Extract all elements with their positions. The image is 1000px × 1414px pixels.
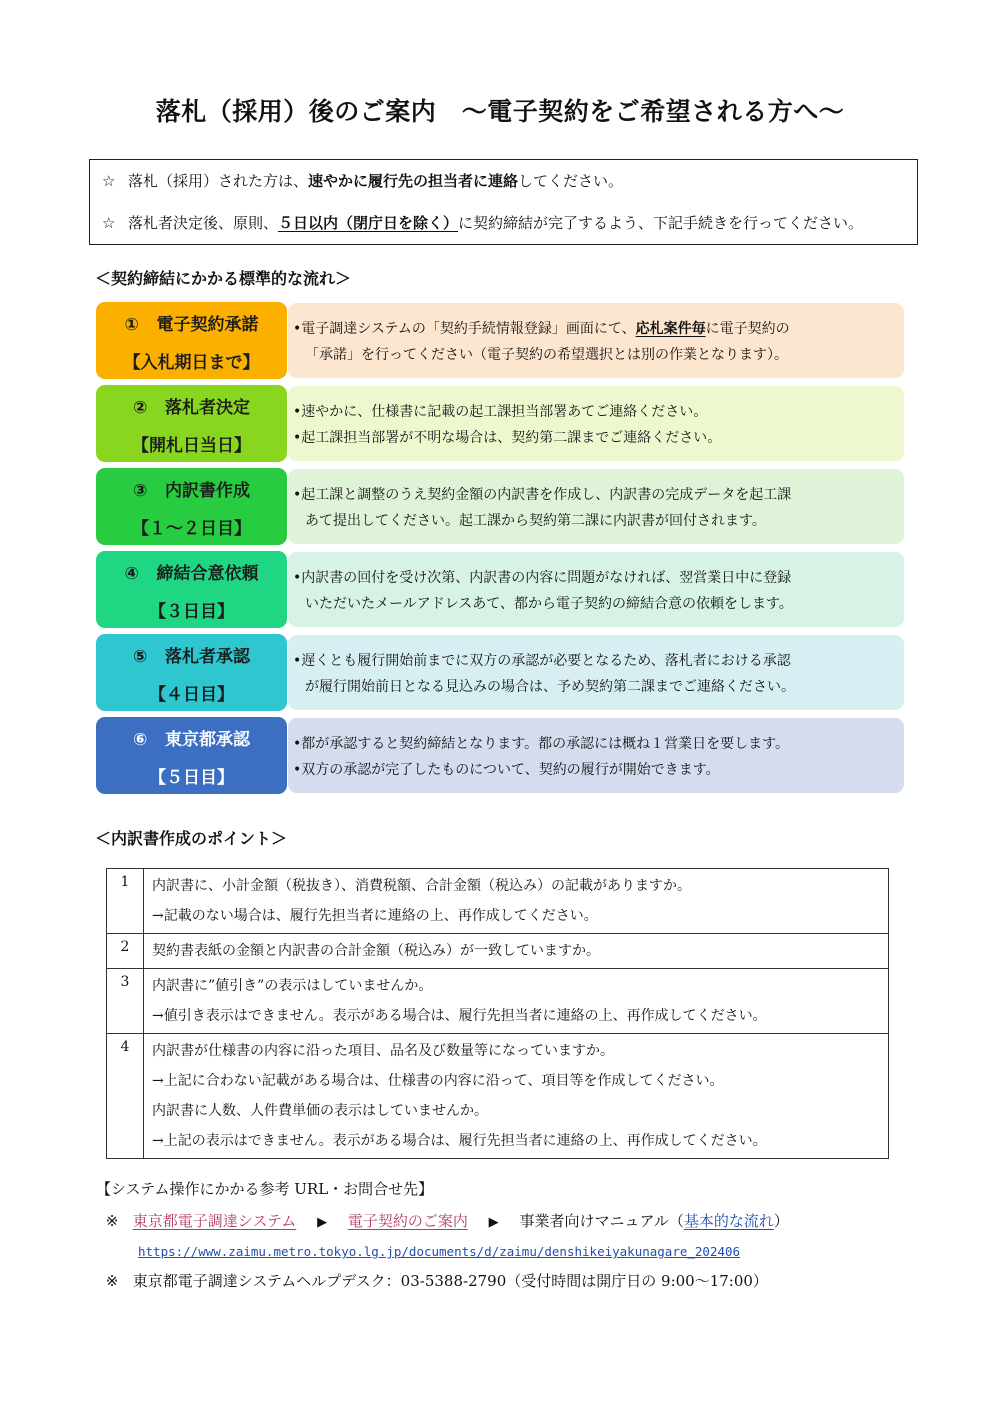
step-date: 【４日目】	[149, 685, 234, 705]
emphasis: 応札案件毎	[635, 321, 706, 337]
step-label	[96, 302, 287, 379]
step-name: ④ 締結合意依頼	[124, 564, 259, 584]
step-number: ④	[124, 564, 139, 584]
note-mark: ※	[105, 1272, 119, 1290]
step-name: ② 落札者決定	[133, 398, 250, 418]
step-description-line: •遅くとも履行開始前までに双方の承認が必要となるため、落札者における承認	[293, 653, 791, 669]
row-number: 1	[107, 869, 144, 934]
star-icon: ☆	[102, 214, 116, 232]
notice-box	[89, 159, 918, 245]
step-description-line: •双方の承認が完了したものについて、契約の履行が開始できます。	[293, 762, 720, 778]
flow-step	[96, 634, 904, 711]
step-description-line: いただいたメールアドレスあて、都から電子契約の締結合意の依頼をします。	[305, 596, 793, 612]
points-table	[106, 868, 889, 1159]
manual-url[interactable]: https://www.zaimu.metro.tokyo.lg.jp/documents/d/zaimu/denshikeiyakunagare_202406	[138, 1244, 741, 1259]
step-number: ⑥	[133, 730, 148, 750]
row-content	[144, 969, 889, 1034]
step-number: ③	[133, 481, 148, 501]
step-description	[288, 635, 904, 710]
step-name: ⑤ 落札者承認	[133, 647, 250, 667]
step-description-line: •内訳書の回付を受け次第、内訳書の内容に問題がなければ、翌営業日中に登録	[293, 570, 792, 586]
row-content	[144, 869, 889, 934]
row-line: 内訳書に人数、人件費単価の表示はしていませんか。	[152, 1103, 488, 1119]
step-description	[288, 386, 904, 461]
row-line: 内訳書が仕様書の内容に沿った項目、品名及び数量等になっていますか。	[152, 1043, 614, 1059]
row-content	[144, 1034, 889, 1159]
step-label	[96, 385, 287, 462]
helpdesk-line: ※ 東京都電子調達システムヘルプデスク：03-5388-2790（受付時間は開庁日の 9:00～17:00）	[96, 1270, 768, 1291]
step-label	[96, 717, 287, 794]
table-row	[107, 934, 889, 969]
footer-heading: 【システム操作にかかる参考 URL・お問合せ先】	[96, 1180, 434, 1198]
e-contract-guide-link[interactable]: 電子契約のご案内	[347, 1212, 468, 1230]
notice-line-2: ☆ 落札者決定後、原則、５日以内（閉庁日を除く）に契約締結が完了するよう、下記手続きを行ってください。	[102, 214, 864, 232]
step-date: 【５日目】	[149, 768, 234, 788]
flow-step	[96, 551, 904, 628]
e-procurement-link[interactable]: 東京都電子調達システム	[132, 1212, 297, 1230]
row-number: 2	[107, 934, 144, 969]
table-row	[107, 1034, 889, 1159]
step-name: ③ 内訳書作成	[133, 481, 250, 501]
row-line: →記載のない場合は、履行先担当者に連絡の上、再作成してください。	[152, 908, 598, 924]
row-number: 4	[107, 1034, 144, 1159]
flow-step	[96, 717, 904, 794]
step-date: 【入札期日まで】	[123, 353, 260, 373]
step-description	[288, 718, 904, 793]
step-date: 【開札日当日】	[132, 436, 251, 456]
points-heading: ＜内訳書作成のポイント＞	[95, 829, 288, 848]
step-description-line: あて提出してください。起工課から契約第二課に内訳書が回付されます。	[305, 513, 766, 529]
step-description	[288, 469, 904, 544]
step-description	[288, 552, 904, 627]
step-label	[96, 551, 287, 628]
step-description	[288, 303, 904, 378]
row-line: 内訳書に”値引き”の表示はしていませんか。	[152, 978, 433, 994]
table-row	[107, 969, 889, 1034]
row-line: →値引き表示はできません。表示がある場合は、履行先担当者に連絡の上、再作成してください。	[152, 1008, 767, 1024]
row-line: 契約書表紙の金額と内訳書の合計金額（税込み）が一致していますか。	[152, 943, 600, 959]
step-date: 【３日目】	[149, 602, 234, 622]
step-description-line: が履行開始前日となる見込みの場合は、予め契約第二課までご連絡ください。	[305, 679, 795, 695]
step-date: 【１～２日目】	[132, 519, 251, 539]
flow-step	[96, 302, 904, 379]
step-label	[96, 634, 287, 711]
step-description-line: •電子調達システムの「契約手続情報登録」画面にて、応札案件毎に電子契約の	[293, 321, 790, 337]
step-number: ②	[133, 398, 148, 418]
star-icon: ☆	[102, 172, 116, 190]
notice-line-1: ☆ 落札（採用）された方は、速やかに履行先の担当者に連絡してください。	[102, 172, 624, 190]
step-description-line: •起工課担当部署が不明な場合は、契約第二課までご連絡ください。	[293, 430, 722, 446]
page-title: 落札（採用）後のご案内 ～電子契約をご希望される方へ～	[155, 97, 845, 126]
step-number: ⑤	[133, 647, 148, 667]
row-line: 内訳書に、小計金額（税抜き）、消費税額、合計金額（税込み）の記載がありますか。	[152, 878, 691, 894]
row-line: →上記の表示はできません。表示がある場合は、履行先担当者に連絡の上、再作成してください。	[152, 1133, 767, 1149]
step-description-line: •起工課と調整のうえ契約金額の内訳書を作成し、内訳書の完成データを起工課	[293, 487, 792, 503]
row-line: →上記に合わない記載がある場合は、仕様書の内容に沿って、項目等を作成してください。	[152, 1073, 724, 1089]
step-number: ①	[124, 315, 139, 335]
step-description-line: •速やかに、仕様書に記載の起工課担当部署あてご連絡ください。	[293, 404, 708, 420]
step-name: ① 電子契約承諾	[124, 315, 259, 335]
row-content	[144, 934, 889, 969]
footer-links-line: ※ 東京都電子調達システム ▶ 電子契約のご案内 ▶ 事業者向けマニュアル（基本的な流れ）	[96, 1210, 789, 1231]
flow-step	[96, 385, 904, 462]
flow-step	[96, 468, 904, 545]
step-name: ⑥ 東京都承認	[133, 730, 250, 750]
note-mark: ※	[105, 1212, 119, 1230]
triangle-right-icon: ▶	[317, 1215, 328, 1230]
basic-flow-link[interactable]: 基本的な流れ	[683, 1212, 774, 1230]
row-number: 3	[107, 969, 144, 1034]
triangle-right-icon: ▶	[488, 1215, 499, 1230]
step-label	[96, 468, 287, 545]
flow-heading: ＜契約締結にかかる標準的な流れ＞	[95, 269, 352, 288]
step-description-line: 「承諾」を行ってください（電子契約の希望選択とは別の作業となります）。	[305, 347, 788, 363]
step-description-line: •都が承認すると契約締結となります。都の承認には概ね１営業日を要します。	[293, 736, 790, 752]
table-row	[107, 869, 889, 934]
